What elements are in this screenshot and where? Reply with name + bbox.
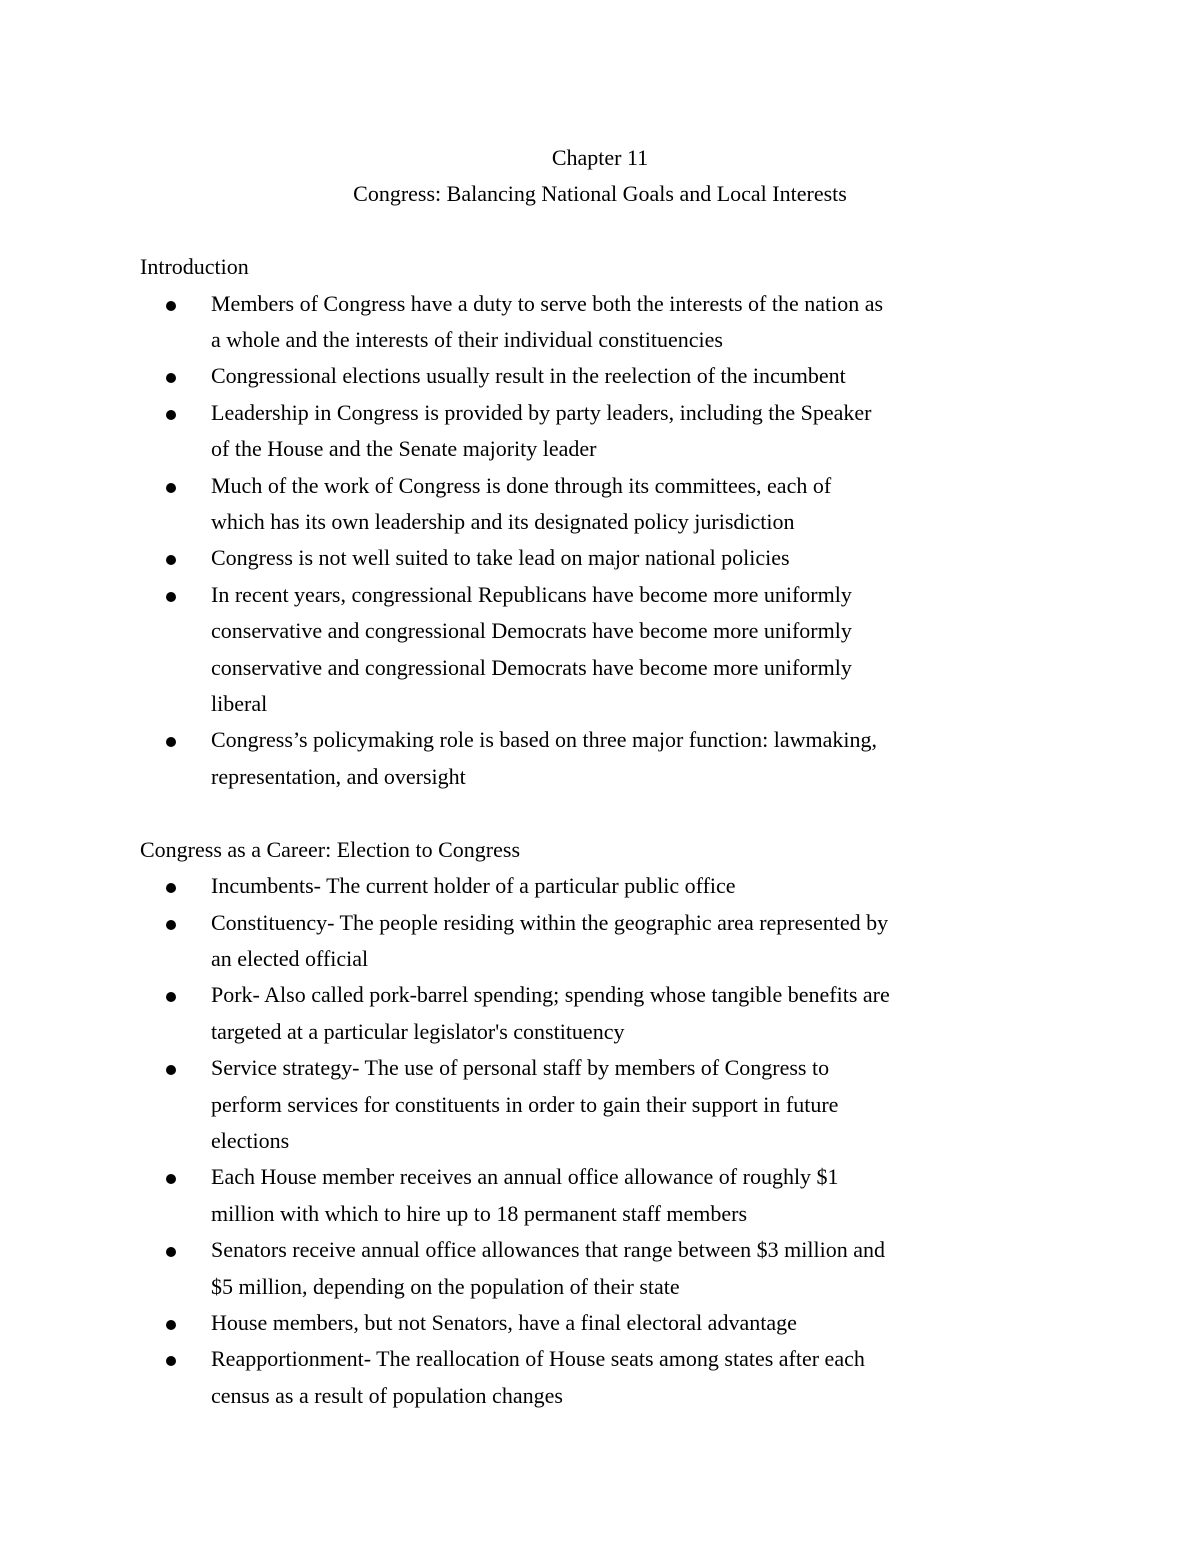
bullet-text-line: a whole and the interests of their individual constituencies xyxy=(211,327,723,353)
bullet-icon xyxy=(166,1247,176,1257)
bullet-item xyxy=(0,1305,1200,1341)
bullet-icon xyxy=(166,920,176,930)
bullet-item xyxy=(0,395,1200,468)
bullet-text-line: which has its own leadership and its designated policy jurisdiction xyxy=(211,509,795,535)
document-page xyxy=(0,140,1200,1414)
bullet-text-line: census as a result of population changes xyxy=(211,1382,563,1408)
sections xyxy=(0,249,1200,1414)
bullet-text-line: an elected official xyxy=(211,945,369,971)
bullet-text-line: Pork- Also called pork-barrel spending; spending whose tangible benefits are xyxy=(211,982,890,1008)
bullet-icon xyxy=(166,737,176,747)
chapter-title: Chapter 11 xyxy=(551,145,649,170)
bullet-item xyxy=(0,1341,1200,1414)
bullet-text-line: Much of the work of Congress is done through its committees, each of xyxy=(211,472,832,498)
chapter-subtitle: Congress: Balancing National Goals and Local Interests xyxy=(353,181,847,207)
bullet-text-line: million with which to hire up to 18 permanent staff members xyxy=(211,1200,748,1226)
bullet-icon xyxy=(166,301,176,311)
bullet-text-line: Constituency- The people residing within the geographic area represented by xyxy=(211,909,889,935)
bullet-icon xyxy=(166,373,176,383)
bullet-text-line: Senators receive annual office allowances that range between $3 million and xyxy=(211,1237,885,1263)
bullet-item xyxy=(0,468,1200,541)
bullet-text-line: Members of Congress have a duty to serve both the interests of the nation as xyxy=(211,290,884,316)
bullet-icon xyxy=(166,1320,176,1330)
bullet-text-line: Congress is not well suited to take lead on major national policies xyxy=(211,545,790,571)
bullet-item xyxy=(0,286,1200,359)
bullet-icon xyxy=(166,992,176,1002)
bullet-icon xyxy=(166,592,176,602)
bullet-text-line: $5 million, depending on the population of their state xyxy=(211,1273,680,1299)
bullet-text-line: Service strategy- The use of personal staff by members of Congress to xyxy=(211,1055,830,1081)
bullet-item xyxy=(0,540,1200,576)
bullet-text-line: of the House and the Senate majority leader xyxy=(211,436,597,462)
bullet-text-line: Reapportionment- The reallocation of House seats among states after each xyxy=(211,1346,865,1372)
bullet-text-line: representation, and oversight xyxy=(211,763,466,789)
bullet-item xyxy=(0,868,1200,904)
bullet-icon xyxy=(166,1356,176,1366)
bullet-text-line: perform services for constituents in order to gain their support in future xyxy=(211,1091,839,1117)
bullet-item xyxy=(0,1232,1200,1305)
bullet-item xyxy=(0,1050,1200,1159)
bullet-text-line: Leadership in Congress is provided by party leaders, including the Speaker xyxy=(211,399,872,425)
bullet-item xyxy=(0,722,1200,795)
bullet-icon xyxy=(166,1065,176,1075)
bullet-text-line: conservative and congressional Democrats have become more uniformly xyxy=(211,618,852,644)
bullet-text-line: House members, but not Senators, have a final electoral advantage xyxy=(211,1309,797,1335)
bullet-text-line: Congressional elections usually result in the reelection of the incumbent xyxy=(211,363,846,389)
section-heading: Introduction xyxy=(140,254,249,280)
bullet-item xyxy=(0,358,1200,394)
bullet-text-line: Each House member receives an annual office allowance of roughly $1 xyxy=(211,1164,839,1190)
bullet-text-line: Congress’s policymaking role is based on three major function: lawmaking, xyxy=(211,727,877,753)
section-heading: Congress as a Career: Election to Congress xyxy=(140,836,521,862)
bullet-text-line: liberal xyxy=(211,691,268,717)
spacer xyxy=(0,213,1200,249)
bullet-text-line: In recent years, congressional Republicans have become more uniformly xyxy=(211,581,852,607)
bullet-text-line: targeted at a particular legislator's constituency xyxy=(211,1018,625,1044)
bullet-item xyxy=(0,905,1200,978)
bullet-text-line: conservative and congressional Democrats have become more uniformly xyxy=(211,654,852,680)
bullet-icon xyxy=(166,883,176,893)
bullet-icon xyxy=(166,483,176,493)
bullet-icon xyxy=(166,410,176,420)
bullet-icon xyxy=(166,1174,176,1184)
bullet-text-line: elections xyxy=(211,1127,290,1153)
bullet-icon xyxy=(166,555,176,565)
bullet-item xyxy=(0,977,1200,1050)
bullet-text-line: Incumbents- The current holder of a particular public office xyxy=(211,873,736,899)
bullet-item xyxy=(0,577,1200,723)
spacer xyxy=(0,795,1200,831)
bullet-item xyxy=(0,1159,1200,1232)
